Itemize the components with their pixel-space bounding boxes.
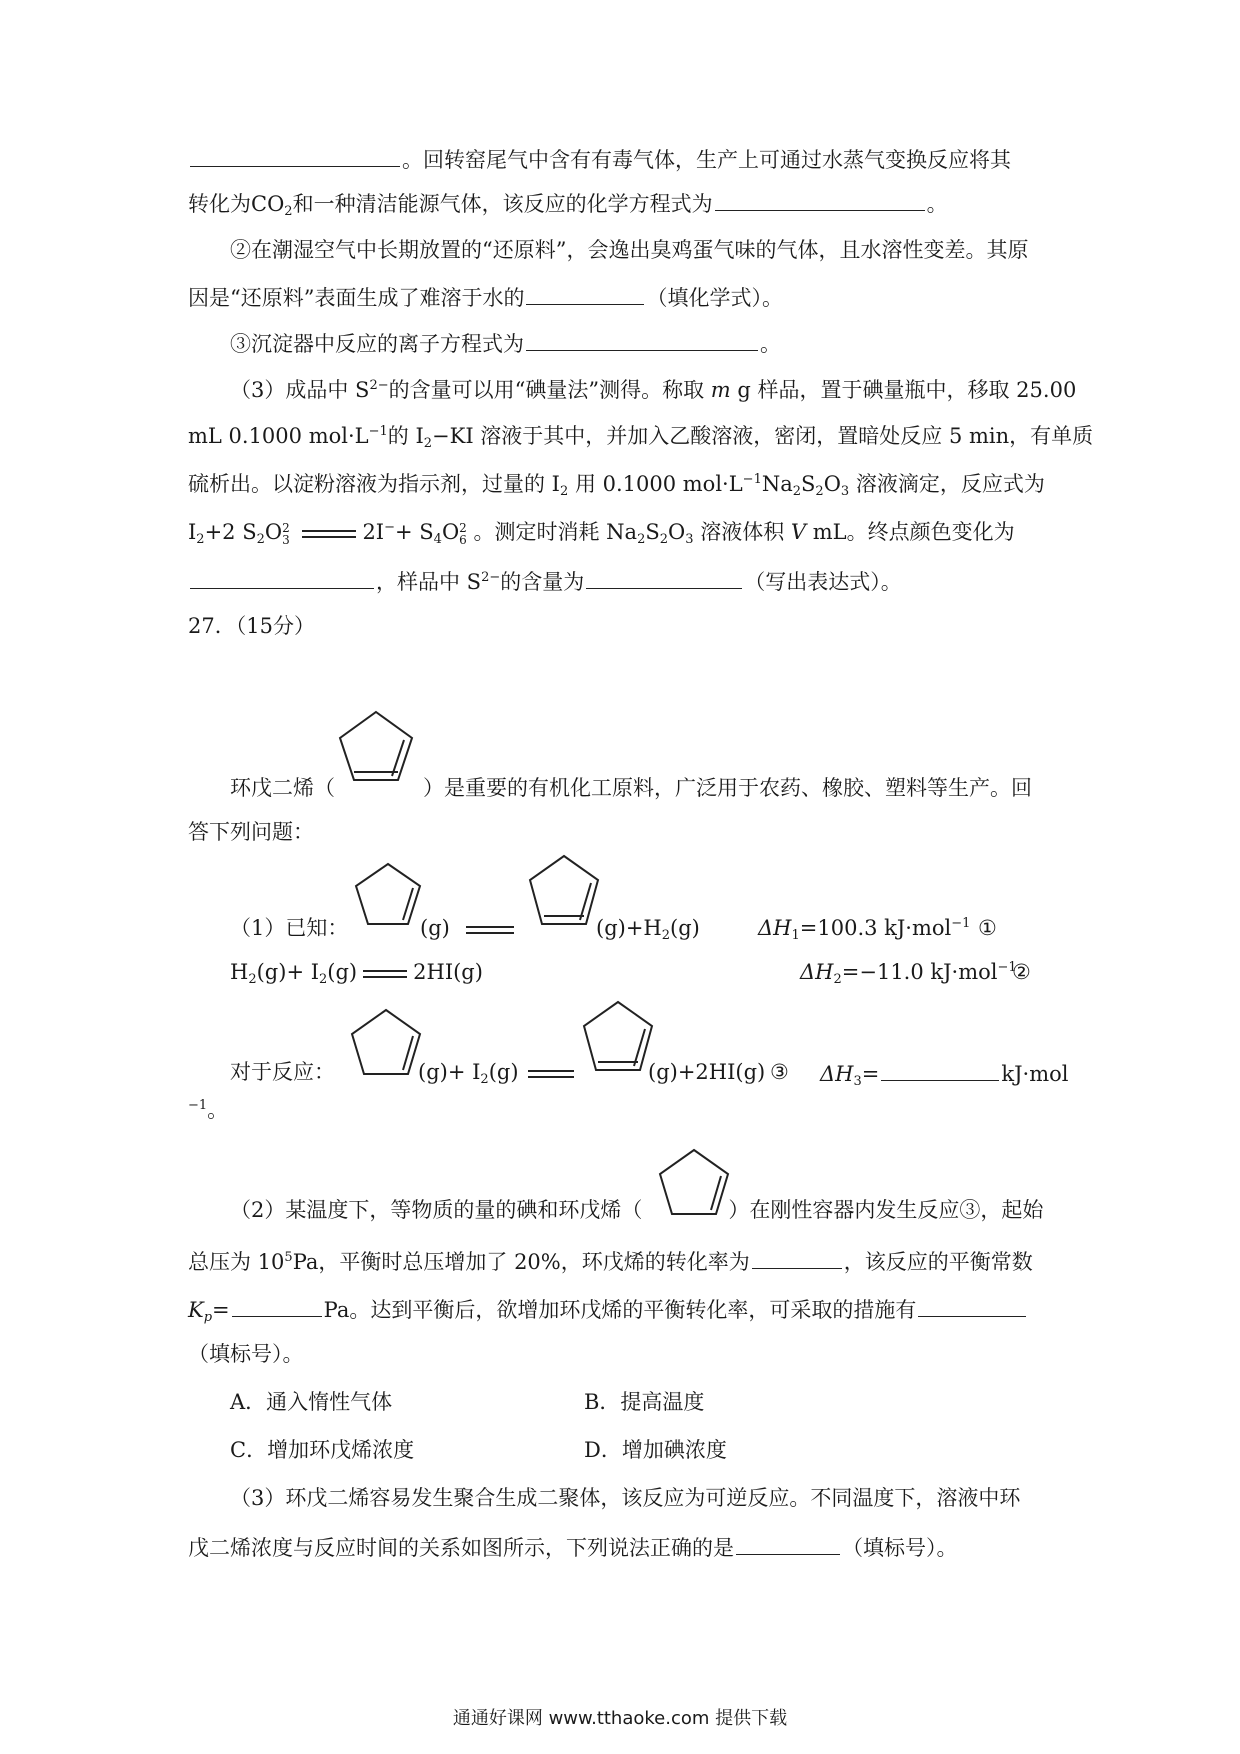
answer-blank[interactable] bbox=[232, 1294, 322, 1317]
equation-3-left: $(g)+ I_2(g)$ bbox=[418, 1060, 519, 1087]
text-line-10: ，样品中 $S^{2-}$的含量为 （写出表达式）。 bbox=[188, 566, 902, 596]
answer-blank[interactable] bbox=[736, 1532, 840, 1555]
equals-sign bbox=[528, 1069, 574, 1079]
equation-1-equals bbox=[460, 914, 520, 942]
text-line-4: 因是“还原料”表面生成了难溶于水的 （填化学式）。 bbox=[188, 282, 783, 312]
equation-3-label: 对于反应： bbox=[230, 1060, 335, 1084]
answer-blank[interactable] bbox=[526, 282, 644, 305]
answer-blank[interactable] bbox=[190, 566, 374, 589]
cyclopentene-structure-icon bbox=[656, 1144, 732, 1220]
equation-1-number: ① bbox=[978, 916, 997, 940]
answer-blank[interactable] bbox=[752, 1246, 842, 1269]
question-27-heading: 27．（15分） bbox=[188, 614, 315, 638]
text-line-6: （3）成品中 $S^{2-}$的含量可以用“碘量法”测得。称取 m g 样品，置于碘量瓶中，移取 25.00 bbox=[230, 378, 1077, 402]
cyclopentene-structure-icon bbox=[348, 1004, 424, 1080]
equals-sign bbox=[363, 969, 407, 979]
option-d[interactable]: D．增加碘浓度 bbox=[584, 1438, 727, 1462]
cyclopentadiene-structure-icon bbox=[578, 996, 658, 1076]
subquestion-2-line-3: $K_p= Pa$。达到平衡后，欲增加环戊烯的平衡转化率，可采取的措施有 bbox=[188, 1294, 1028, 1324]
subquestion-2-line-2: 总压为 $10^5Pa$，平衡时总压增加了 20%，环戊烯的转化率为 ，该反应的平衡常数 bbox=[188, 1246, 1033, 1276]
option-b[interactable]: B．提高温度 bbox=[584, 1390, 705, 1414]
cyclopentadiene-structure-icon bbox=[524, 850, 604, 930]
equals-sign bbox=[302, 529, 356, 539]
answer-blank[interactable] bbox=[881, 1058, 999, 1081]
equation-2-enthalpy: $\Delta H_2=-11.0$ kJ·mol$^{-1}$ bbox=[800, 960, 1017, 987]
question-27-intro: 环戊二烯（ ）是重要的有机化工原料，广泛用于农药、橡胶、塑料等生产。回 bbox=[230, 776, 1032, 800]
equation-3-right: (g)+2HI(g) bbox=[648, 1060, 766, 1084]
option-c[interactable]: C．增加环戊烯浓度 bbox=[230, 1438, 415, 1462]
answer-blank[interactable] bbox=[715, 188, 925, 211]
subquestion-2-line-1: （2）某温度下，等物质的量的碘和环戊烯（ ）在刚性容器内发生反应③，起始 bbox=[230, 1198, 1044, 1222]
equation-3-equals bbox=[522, 1058, 580, 1086]
text-line-5: ③沉淀器中反应的离子方程式为 。 bbox=[230, 328, 781, 358]
text-line-2: 转化为$CO_2$和一种清洁能源气体，该反应的化学方程式为 。 bbox=[188, 188, 948, 218]
equation-1-label: （1）已知： bbox=[230, 916, 349, 940]
ion-charge-stack: 2 6 bbox=[459, 520, 467, 547]
page-footer: 通通好课网 www.tthaoke.com 提供下载 bbox=[452, 1708, 788, 1729]
text-line-3: ②在潮湿空气中长期放置的“还原料”，会逸出臭鸡蛋气味的气体，且水溶性变差。其原 bbox=[230, 238, 1029, 262]
subquestion-2-line-4: （填标号）。 bbox=[188, 1342, 304, 1366]
option-a[interactable]: A．通入惰性气体 bbox=[230, 1390, 393, 1414]
answer-blank[interactable] bbox=[190, 144, 400, 167]
equation-1-right: $(g)+H_2(g)$ bbox=[596, 916, 700, 943]
cyclopentadiene-structure-icon bbox=[334, 706, 418, 790]
answer-blank[interactable] bbox=[586, 566, 742, 589]
equation-1-left-phase: (g) bbox=[420, 916, 450, 940]
cyclopentene-structure-icon bbox=[352, 858, 424, 930]
text-line-9-titration-equation: $I_2+2$ $S_2O$ 2 3 $2I^-+ S_4O$ 2 6 。测定时消耗 $Na_2S_2O_3$ 溶液体积 V mL。终点颜色变化为 bbox=[188, 520, 1015, 547]
answer-blank[interactable] bbox=[526, 328, 758, 351]
subquestion-3-line-2: 戊二烯浓度与反应时间的关系如图所示，下列说法正确的是 （填标号）。 bbox=[188, 1532, 958, 1562]
equation-3-enthalpy: $\Delta H_3= kJ\cdot mol$ bbox=[820, 1058, 1068, 1088]
text-line-7: mL 0.1000 $mol\cdot L^{-1}$的 $I_2-KI$ 溶液于其中，并加入乙酸溶液，密闭，置暗处反应 5 min，有单质 bbox=[188, 424, 1094, 451]
text-line-1: 。回转窑尾气中含有有毒气体，生产上可通过水蒸气变换反应将其 bbox=[188, 144, 1011, 174]
equation-2-number: ② bbox=[1012, 960, 1031, 984]
equation-3-number: ③ bbox=[770, 1060, 789, 1084]
equation-3-unit-continuation: $^{-1}$。 bbox=[188, 1098, 229, 1122]
ion-charge-stack: 2 3 bbox=[282, 520, 290, 547]
equation-2: $H_2(g)+ I_2(g)$ 2HI(g) bbox=[230, 960, 483, 987]
answer-blank[interactable] bbox=[918, 1294, 1026, 1317]
equals-sign bbox=[466, 925, 514, 935]
subquestion-3-line-1: （3）环戊二烯容易发生聚合生成二聚体，该反应为可逆反应。不同温度下，溶液中环 bbox=[230, 1486, 1021, 1510]
text-line-8: 硫析出。以淀粉溶液为指示剂，过量的 $I_2$ 用 0.1000 $mol\cdot L^{-1}Na_2S_2O_3$ 溶液滴定，反应式为 bbox=[188, 472, 1045, 499]
text-line-answer: 答下列问题： bbox=[188, 820, 314, 844]
equation-1-enthalpy: $\Delta H_1=100.3$ kJ·mol$^{-1}$ bbox=[758, 916, 971, 943]
